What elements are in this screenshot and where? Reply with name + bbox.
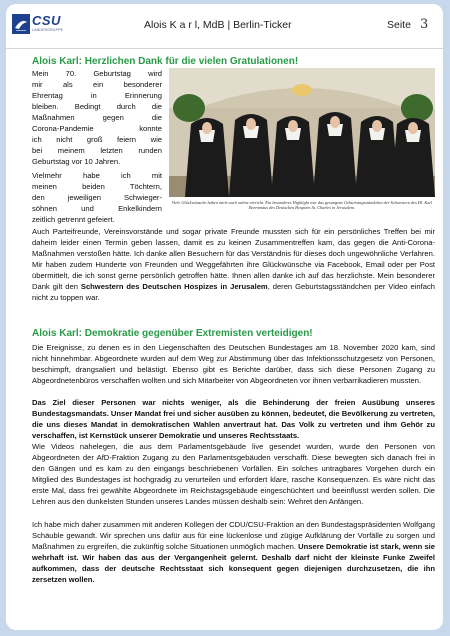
newsletter-page: [6, 4, 443, 630]
section-title-gratulationen: Alois Karl: Herzlichen Dank für die vielen Gratulationen!: [32, 56, 299, 67]
intro-line: Corona-Pandemie konnte: [32, 124, 162, 133]
intro-line: bleiben. Bedingt durch die: [32, 102, 162, 111]
intro-line: den jeweiligen Schwieger-: [32, 193, 162, 202]
paragraph-thanks: Auch Parteifreunde, Vereinsvorstände und sogar private Freunde mussten sich für ein persönliches Treffen bei mir daheim leider einen Termin geben lassen, damit es zu keinen Zusammentreffen kam, das gegen die Anti-Corona-Maßnahmen verstoßen hätte. Ich danke allen Besuchern für das Verständnis für dieses doch ungewöhnliche Verfahren. Mir haben zudem Hunderte von Freunden und Weggefährten ihre Glückwünsche via Facebook, Email oder per Post übermittelt, die ich sonst gerne persönlich getroffen hätte. Ihnen allen danke ich auf das herzlichste. Mein besonderer Dank gilt den Schwestern des Deutschen Hospizes in Jerusalem, deren Geburtstagsständchen per Video einfach nicht zu toppen war.: [32, 227, 435, 302]
logo-subtext: LANDESGRUPPE: [32, 28, 64, 32]
group-photo: [169, 68, 435, 197]
header-title: Alois K a r l, MdB | Berlin-Ticker: [144, 19, 292, 31]
intro-line: meinen beiden Töchtern,: [32, 182, 162, 191]
page-number: 3: [420, 17, 429, 32]
paragraph-schaeuble: Ich habe mich daher zusammen mit anderen Kollegen der CDU/CSU-Fraktion an den Bundestagspräsidenten Wolfgang Schäuble gewandt. Wir sprechen uns dafür aus für eine lückenlose und zügige Aufklärung der Vorfälle zu sorgen und Maßnahmen zu ergreifen, die zukünftig solche Situationen unmöglich machen. Unsere Demokratie ist stark, wenn sie wehrhaft ist. Wir haben das aus der Vergangenheit gelernt. Deshalb darf nicht der kleinste Funke Zweifel aufkommen, dass der deutsche Rechtsstaat sich konsequent gegen diejenigen durchzusetzen, die ihn zersetzen wollen.: [32, 520, 435, 584]
intro-line: bei meinem letzten runden: [32, 146, 162, 155]
logo-text: CSU: [32, 13, 61, 28]
intro-line: Maßnahmen gegen die: [32, 113, 162, 122]
intro-line: mir als ein besonderer: [32, 80, 162, 89]
paragraph-videos: Wie Videos nahelegen, die aus dem Parlamentsgebäude live gesendet wurden, wurde den Personen von Abgeordneten der AfD-Fraktion Zugang zu den Parlamentsgebäuden verschafft. Diese bewegten sich danach frei in den Gängen und es kam zu den eingangs beschriebenen Vorfällen. Ein solches untragbares Vorgehen durch ein Mitglied des Bundestages ist hochgradig zu verurteilen und erfordert klare, rasche Konsequenzen. Es wäre nicht das erste Mal, dass frei gewählte Abgeordnete im Reichstagsgebäude eingeschüchtert und beeinflusst werden sollen. Die Lehren aus den dunkelsten Stunden unseres Landes müssen deshalb sein: Wehret den Anfängen.: [32, 442, 435, 506]
page-label: Seite: [387, 19, 411, 31]
csu-logo-icon: [12, 14, 30, 34]
paragraph-ereignisse: Die Ereignisse, zu denen es in den Liegenschaften des Deutschen Bundestages am 18. November 2020 kam, sind nicht hinnehmbar. Abgeordnete wurden auf dem Weg zur Abstimmung über das Infektionsschutzgesetz von Personen, beschimpft, drangsaliert und belästigt. Ebenso gibt es Berichte darüber, dass sich diese Personen Zugang zu Abgeordnetenbüros verschaffen wollten und sich Mitarbeiter von Abgeordneten vor ihnen verbarrikadieren mussten.: [32, 343, 435, 385]
page-header: [6, 4, 443, 49]
intro-line: söhnen und Enkelkindern: [32, 204, 162, 213]
intro-line: Geburtstag vor 10 Jahren.: [32, 157, 121, 166]
intro-line: Vielmehr habe ich mit: [32, 171, 162, 180]
paragraph-ziel: Das Ziel dieser Personen war nichts weniger, als die Behinderung der freien Ausübung unseres Bundestagsmandats. Unser Mandat frei und sicher ausüben zu können, bedeutet, die Bevölkerung zu vertreten, die uns dieses Mandat in demokratischen Wahlen anvertraut hat. Das Volk zu vertreten und ihm Gehör zu verschaffen, ist Kernstück unserer Demokratie und unseres Rechtsstaats.: [32, 398, 435, 440]
intro-line: ich nicht groß feiern wie: [32, 135, 162, 144]
photo-caption: Viele Glückwünsche haben mich auch online erreicht. Ein besonderes Highlight war das gesungene Geburtstagsständchen der Schwestern des Hl. Karl Borromäus des Deutschen Hospizes St. Charles in Jerusalem.: [171, 200, 433, 211]
intro-line: zeitlich getrennt gefeiert.: [32, 215, 115, 224]
section-title-demokratie: Alois Karl: Demokratie gegenüber Extremisten verteidigen!: [32, 328, 313, 339]
intro-line: Ehrentag in Erinnerung: [32, 91, 162, 100]
intro-line: Mein 70. Geburtstag wird: [32, 69, 162, 78]
